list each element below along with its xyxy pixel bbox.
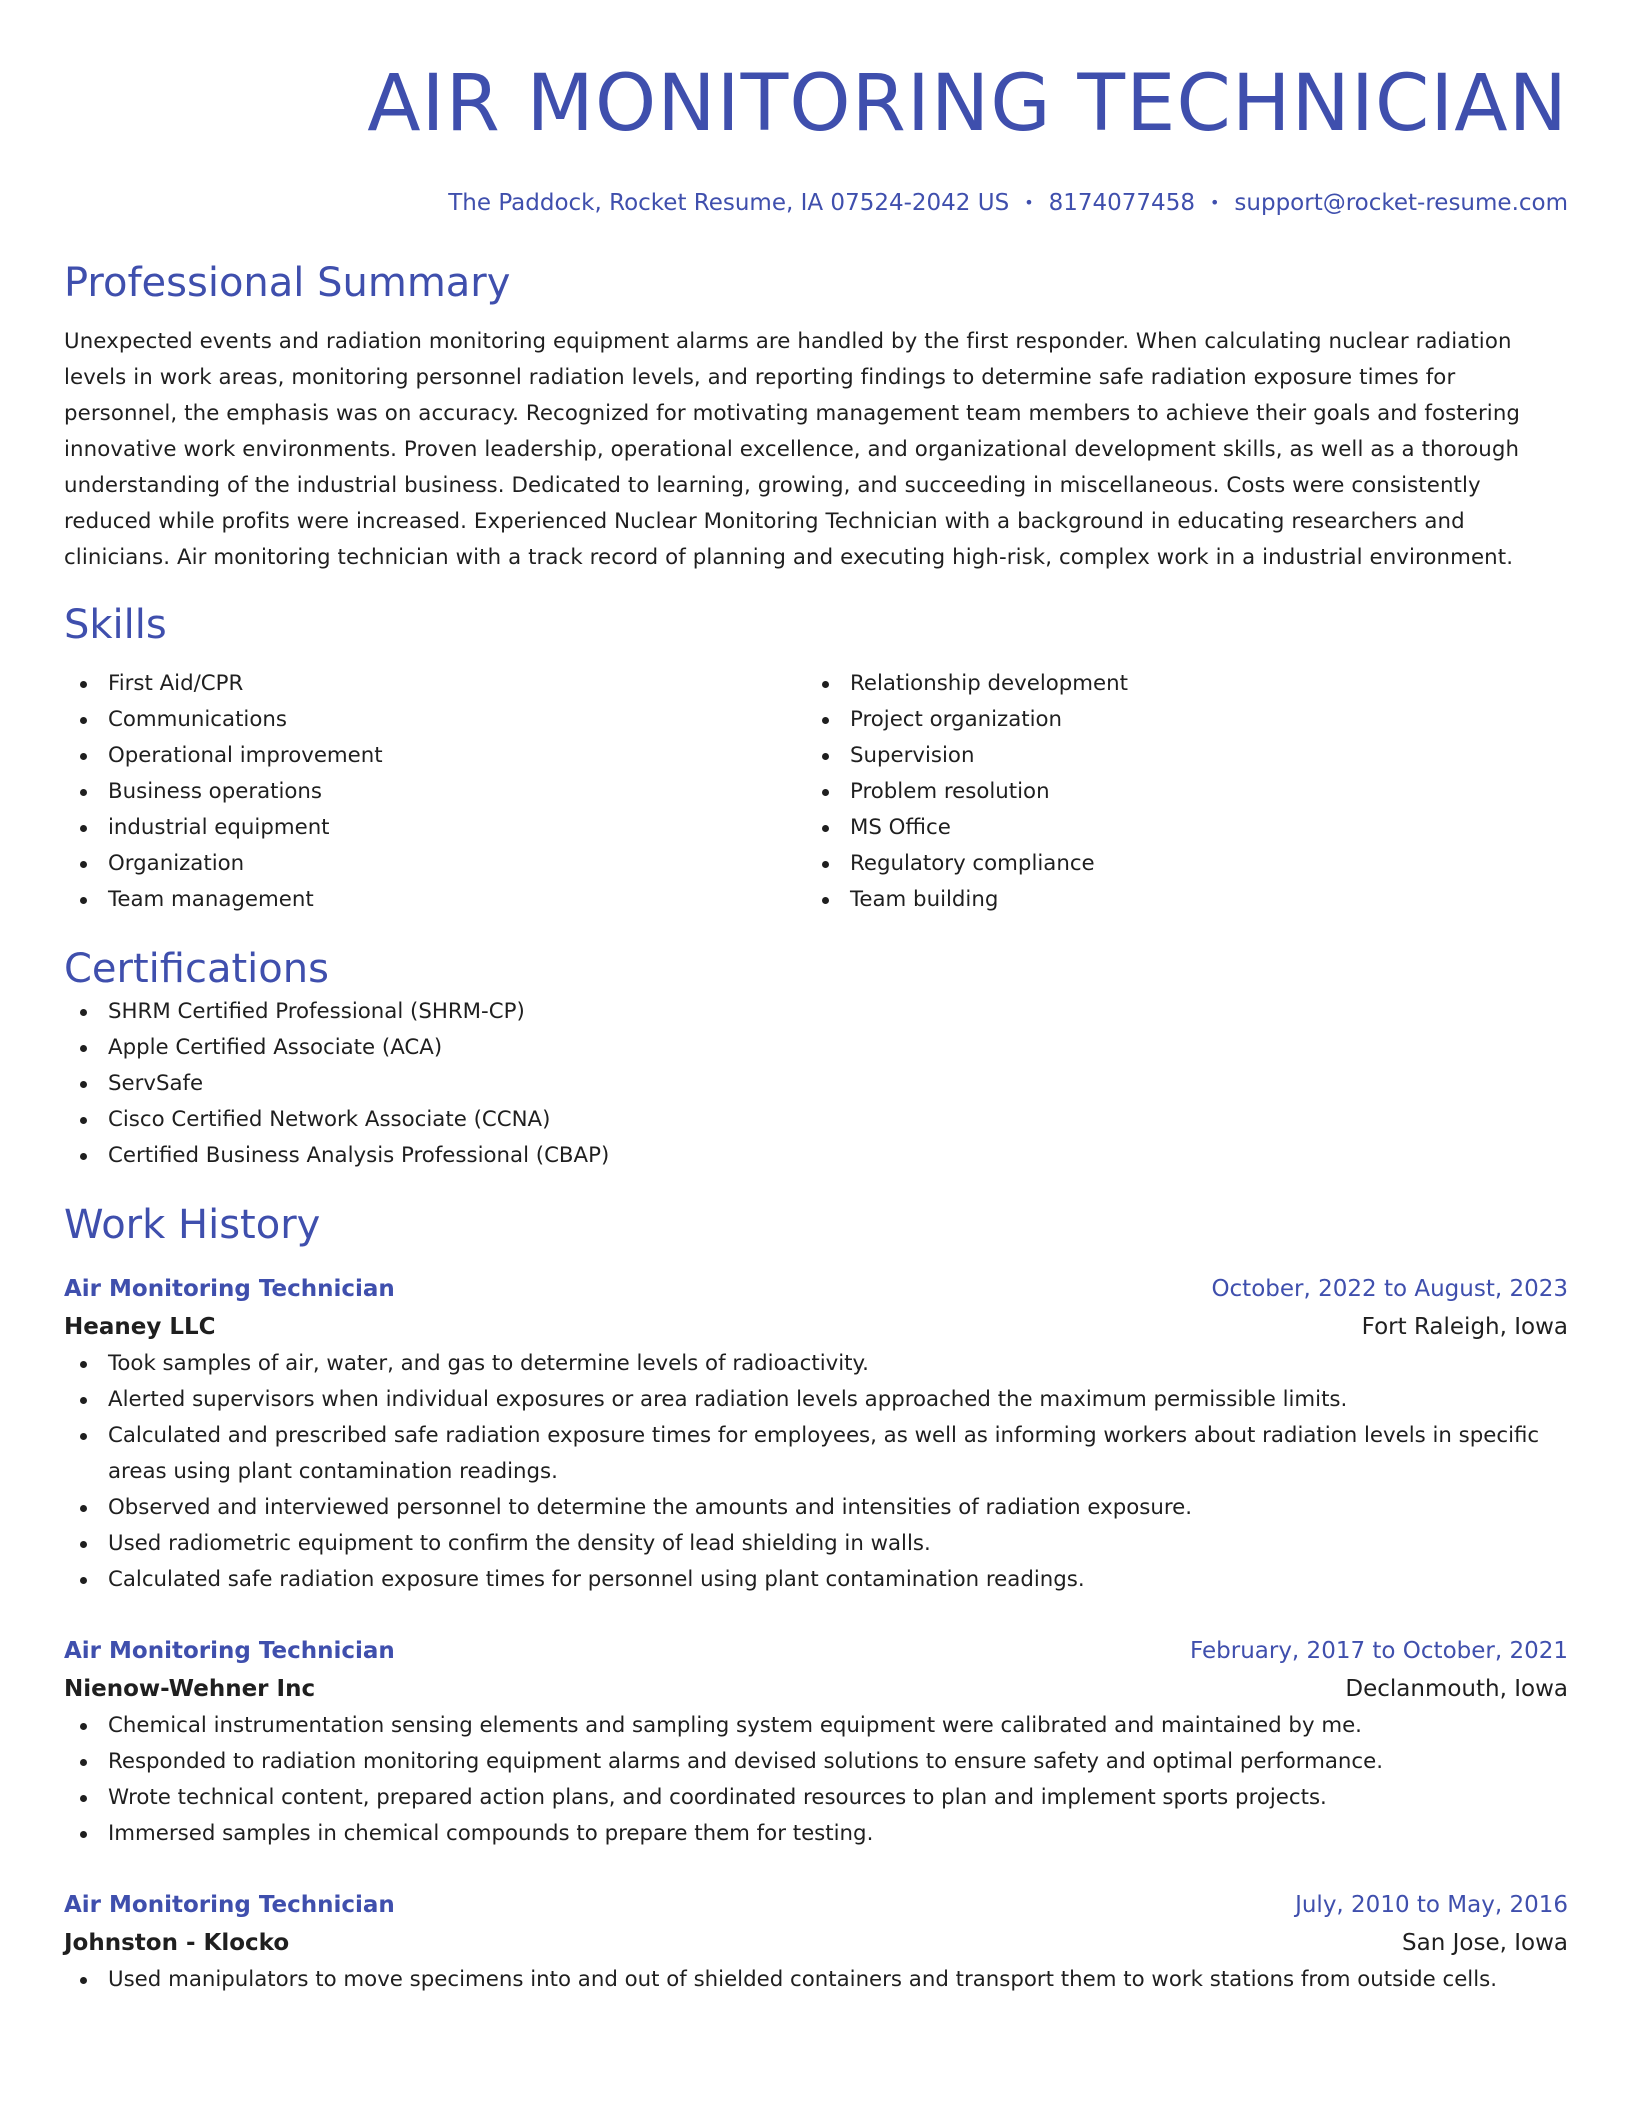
contact-address: The Paddock, Rocket Resume, IA 07524-2042 US xyxy=(448,190,1010,216)
skill-item: Supervision xyxy=(806,738,1548,774)
resume-header xyxy=(64,0,1568,218)
skills-list-right xyxy=(806,666,1548,918)
skills-grid xyxy=(64,666,1568,918)
work-history-heading: Work History xyxy=(64,1202,321,1248)
job-duty-item: Immersed samples in chemical compounds to prepare them for testing. xyxy=(64,1816,1568,1852)
job-duty-item: Wrote technical content, prepared action plans, and coordinated resources to plan and implement sports projects. xyxy=(64,1780,1568,1816)
skills-list-left xyxy=(64,666,806,918)
job-entry xyxy=(64,1886,1568,1998)
job-company-row xyxy=(64,1924,1568,1962)
job-company-row xyxy=(64,1308,1568,1346)
job-entry xyxy=(64,1632,1568,1852)
skills-column-right xyxy=(806,666,1548,918)
skill-item: Business operations xyxy=(64,774,806,810)
summary-heading: Professional Summary xyxy=(64,260,511,306)
job-company: Johnston - Klocko xyxy=(64,1930,290,1956)
job-location: Declanmouth, Iowa xyxy=(1345,1676,1568,1702)
job-title-row xyxy=(64,1270,1568,1308)
job-dates: July, 2010 to May, 2016 xyxy=(1295,1892,1568,1918)
certification-item: Cisco Certified Network Associate (CCNA) xyxy=(64,1102,1568,1138)
certification-item: Certified Business Analysis Professional (CBAP) xyxy=(64,1138,1568,1174)
job-company: Nienow-Wehner Inc xyxy=(64,1676,316,1702)
contact-separator: • xyxy=(1209,193,1220,212)
job-duty-item: Alerted supervisors when individual exposures or area radiation levels approached the maximum permissible limits. xyxy=(64,1382,1568,1418)
job-duty-item: Used manipulators to move specimens into and out of shielded containers and transport them to work stations from outside cells. xyxy=(64,1962,1568,1998)
skill-item: Regulatory compliance xyxy=(806,846,1548,882)
skill-item: Communications xyxy=(64,702,806,738)
job-title: Air Monitoring Technician xyxy=(64,1276,395,1302)
certification-item: SHRM Certified Professional (SHRM-CP) xyxy=(64,994,1568,1030)
skill-item: Problem resolution xyxy=(806,774,1548,810)
job-duty-item: Observed and interviewed personnel to determine the amounts and intensities of radiation exposure. xyxy=(64,1490,1568,1526)
job-title: Air Monitoring Technician xyxy=(64,1892,395,1918)
resume-name: AIR MONITORING TECHNICIAN xyxy=(367,59,1568,149)
skills-heading: Skills xyxy=(64,602,167,648)
job-company-row xyxy=(64,1670,1568,1708)
job-title: Air Monitoring Technician xyxy=(64,1638,395,1664)
job-duty-item: Used radiometric equipment to confirm the density of lead shielding in walls. xyxy=(64,1526,1568,1562)
contact-separator: • xyxy=(1024,193,1034,212)
job-duty-item: Took samples of air, water, and gas to determine levels of radioactivity. xyxy=(64,1346,1568,1382)
job-title-row xyxy=(64,1886,1568,1924)
job-duty-item: Calculated and prescribed safe radiation exposure times for employees, as well as informing workers about radiation levels in specific areas using plant contamination readings. xyxy=(64,1418,1568,1490)
job-dates: October, 2022 to August, 2023 xyxy=(1211,1276,1568,1302)
skill-item: Operational improvement xyxy=(64,738,806,774)
skill-item: industrial equipment xyxy=(64,810,806,846)
job-dates: February, 2017 to October, 2021 xyxy=(1190,1638,1568,1664)
summary-text: Unexpected events and radiation monitoring equipment alarms are handled by the first responder. When calculating nuclear radiation levels in work areas, monitoring personnel radiation levels, and reporting findings to determine safe radiation exposure times for personnel, the emphasis was on accuracy. Recognized for motivating management team members to achieve their goals and fostering innovative work environments. Proven leadership, operational excellence, and organizational development skills, as well as a thorough understanding of the industrial business. Dedicated to learning, growing, and succeeding in miscellaneous. Costs were consistently reduced while profits were increased. Experienced Nuclear Monitoring Technician with a background in educating researchers and clinicians. Air monitoring technician with a track record of planning and executing high-risk, complex work in a industrial environment. xyxy=(64,329,1521,570)
contact-line xyxy=(64,188,1568,218)
certifications-list xyxy=(64,994,1568,1174)
job-title-row xyxy=(64,1632,1568,1670)
skills-column-left xyxy=(64,666,806,918)
skill-item: MS Office xyxy=(806,810,1548,846)
job-duty-item: Responded to radiation monitoring equipment alarms and devised solutions to ensure safety and optimal performance. xyxy=(64,1744,1568,1780)
certification-item: Apple Certified Associate (ACA) xyxy=(64,1030,1568,1066)
job-duty-item: Chemical instrumentation sensing elements and sampling system equipment were calibrated and maintained by me. xyxy=(64,1708,1568,1744)
job-duties-list xyxy=(64,1708,1568,1852)
job-company: Heaney LLC xyxy=(64,1314,216,1340)
job-duties-list xyxy=(64,1346,1568,1598)
certifications-heading: Certifications xyxy=(64,946,329,992)
job-entry xyxy=(64,1270,1568,1598)
skill-item: Relationship development xyxy=(806,666,1548,702)
contact-email: support@rocket-resume.com xyxy=(1234,190,1568,216)
job-duty-item: Calculated safe radiation exposure times for personnel using plant contamination readings. xyxy=(64,1562,1568,1598)
skill-item: First Aid/CPR xyxy=(64,666,806,702)
certification-item: ServSafe xyxy=(64,1066,1568,1102)
skill-item: Team building xyxy=(806,882,1548,918)
job-location: Fort Raleigh, Iowa xyxy=(1361,1314,1568,1340)
job-location: San Jose, Iowa xyxy=(1402,1930,1568,1956)
resume-page xyxy=(64,0,1568,1998)
contact-phone: 8174077458 xyxy=(1048,190,1195,216)
work-history-list xyxy=(64,1270,1568,1998)
skill-item: Organization xyxy=(64,846,806,882)
job-duties-list xyxy=(64,1962,1568,1998)
skill-item: Team management xyxy=(64,882,806,918)
skill-item: Project organization xyxy=(806,702,1548,738)
